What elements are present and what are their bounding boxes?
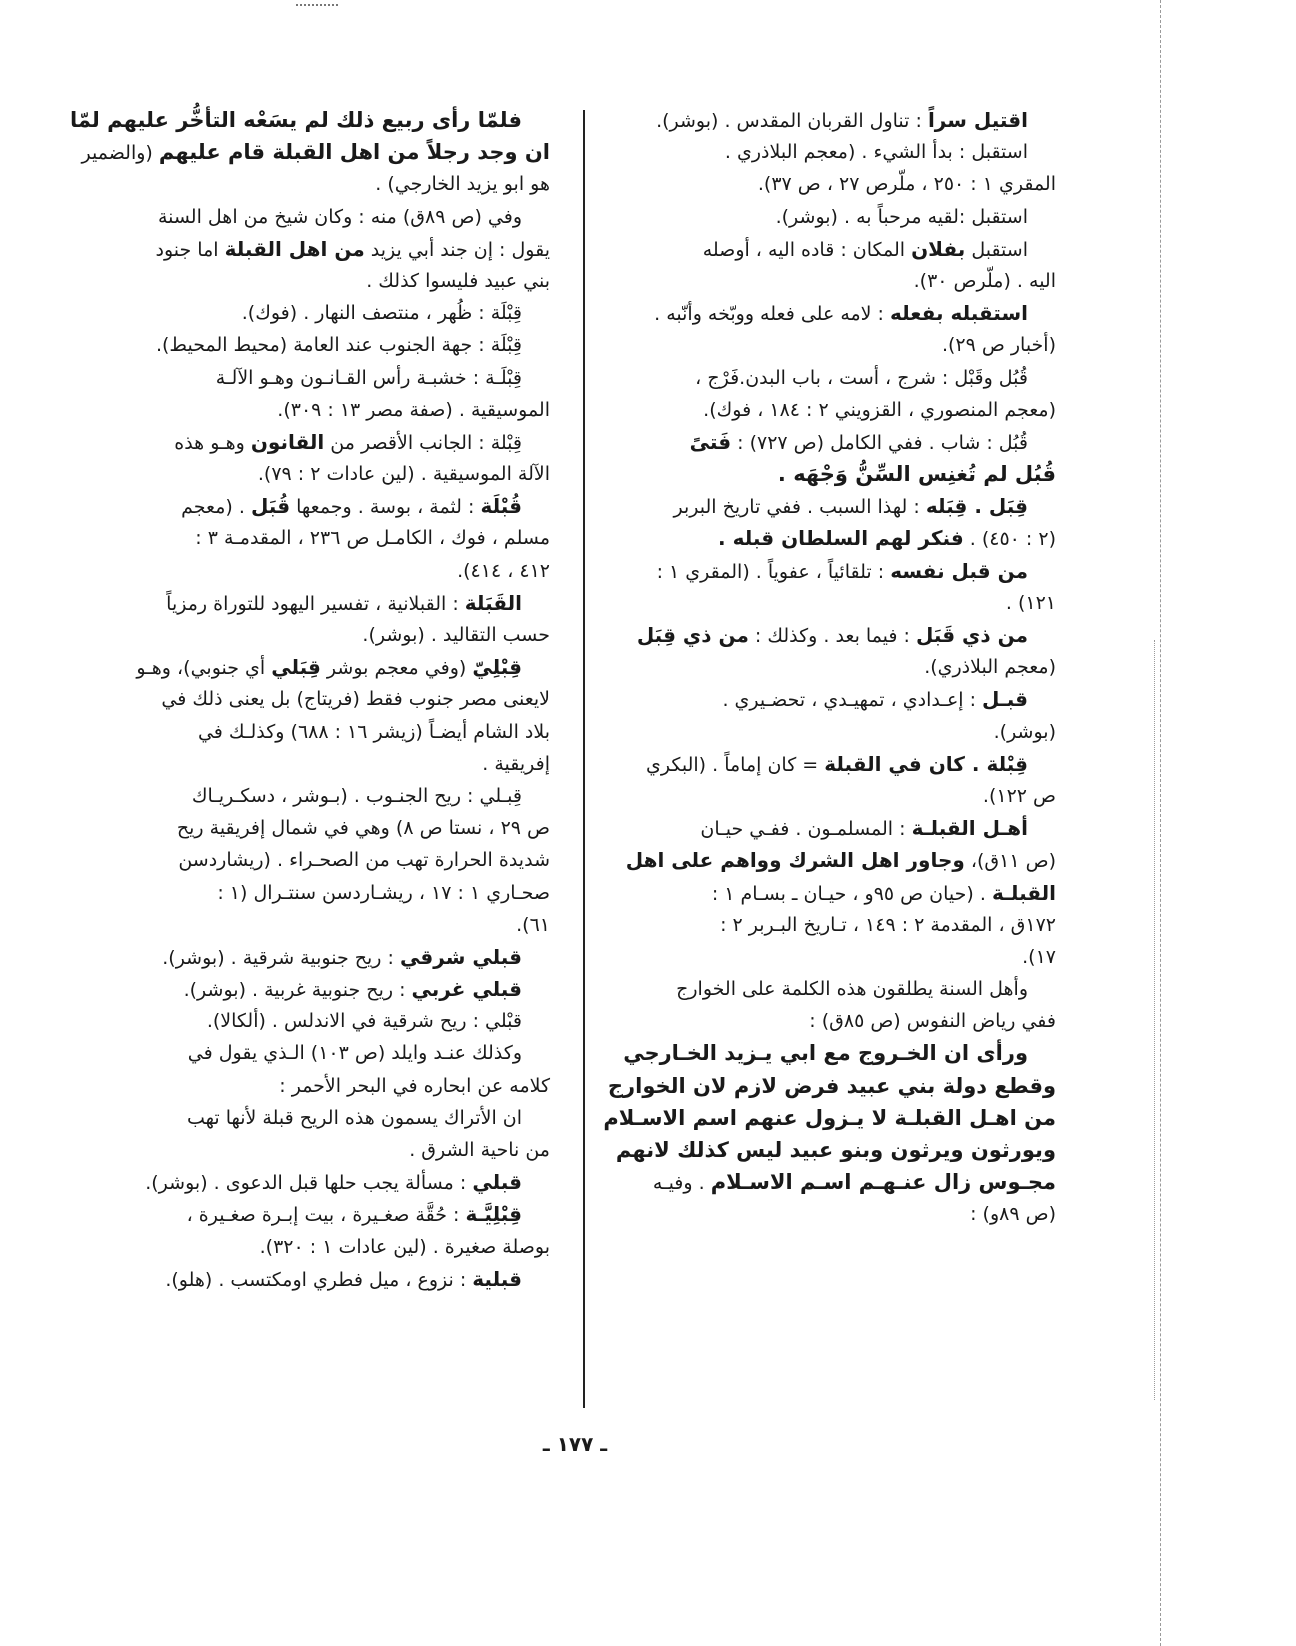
headword: من ذي قِبَل xyxy=(636,623,749,647)
text-run: : تناول القربان المقدس . (بوشر). xyxy=(656,110,928,132)
text-run: : ريح جنوبية شرقية . (بوشر). xyxy=(162,946,400,969)
text-run: وكذلك عنـد وايلد (ص ١٠٣) الـذي يقول في xyxy=(187,1042,522,1065)
text-line xyxy=(632,748,1056,780)
text-run: (٢ : ٤٥٠) . xyxy=(963,528,1056,551)
text-run: ١٧٢ق ، المقدمة ٢ : ١٤٩ ، تـاريخ البـربر ٢ : xyxy=(720,913,1056,936)
text-line xyxy=(632,651,1056,683)
text-run: ١٧). xyxy=(1022,945,1056,968)
text-line xyxy=(130,909,550,941)
text-line xyxy=(603,1102,1056,1134)
text-line xyxy=(632,329,1056,361)
text-line xyxy=(632,265,1056,297)
text-line xyxy=(632,941,1056,973)
text-run: . (حيان ص ٩٥و ، حيـان ـ بسـام ١ : xyxy=(711,882,992,905)
text-run: (وفي معجم بوشر xyxy=(320,657,473,680)
text-run: : لهذا السبب . ففي تاريخ البربر xyxy=(673,496,926,519)
text-run: قِبْلَة : ظُهر ، منتصف النهار . (فوك). xyxy=(241,302,522,325)
text-line xyxy=(632,362,1056,394)
text-line xyxy=(130,1005,550,1037)
text-run: (معجم البلاذري). xyxy=(924,656,1056,679)
headword: فلمّا رأى ربيع ذلك لم يسَعْه التأخُّر عليهم لمّا xyxy=(69,108,522,132)
headword: قِبْلِيَّـة xyxy=(465,1202,522,1227)
text-line xyxy=(632,780,1056,812)
text-line xyxy=(632,973,1056,1005)
headword: أهـل القبلـة xyxy=(911,816,1028,841)
text-line xyxy=(130,297,550,329)
text-run: قُبُل وقَبْل : شرج ، أست ، باب البدن.فَرْج ، xyxy=(695,366,1028,389)
text-run: الآلة الموسيقية . (لين عادات ٢ : ٧٩). xyxy=(257,463,550,486)
text-run: : القبلانية ، تفسير اليهود للتوراة رمزياً xyxy=(166,592,465,615)
text-run: (أخبار ص ٢٩). xyxy=(941,334,1056,357)
text-run: وأهل السنة يطلقون هذه الكلمة على الخوارج xyxy=(676,978,1028,1001)
text-run: قِبْلَة : جهة الجنوب عند العامة (محيط المحيط). xyxy=(155,334,522,357)
text-run: بلاد الشام أيضـاً (زيشر ١٦ : ٦٨٨) وكذلـك في xyxy=(197,720,550,743)
headword: فنكر لهم السلطان قبله . xyxy=(718,526,964,551)
text-run: : فيما بعد . وكذلك : xyxy=(748,625,916,647)
text-run: : حُقَّة صغـيرة ، بيت إبـرة صغـيرة ، xyxy=(186,1204,466,1227)
text-line xyxy=(130,716,550,748)
text-line xyxy=(130,973,550,1005)
text-line xyxy=(615,1134,1056,1166)
text-line xyxy=(130,651,550,683)
text-line xyxy=(130,458,550,490)
text-line xyxy=(130,426,550,458)
text-line xyxy=(632,812,1056,844)
text-run: : تلقائياً ، عفوياً . (المقري ١ : xyxy=(656,560,891,583)
text-run: : ريح جنوبية غربية . (بوشر). xyxy=(183,979,412,1002)
text-run: الموسيقية . (صفة مصر ١٣ : ٣٠٩). xyxy=(277,398,550,421)
headword: قِبَل . قِبَله xyxy=(925,494,1028,519)
text-run: (ص ١١ق)، xyxy=(964,850,1056,873)
text-line xyxy=(632,490,1056,522)
headword: من قبل نفسه xyxy=(890,558,1028,583)
text-run: حسب التقاليد . (بوشر). xyxy=(362,624,550,646)
headword: قِبْلِيّ xyxy=(472,655,522,680)
text-run: قِبـلي : ريح الجنـوب . (بـوشر ، دسكـريـاك xyxy=(191,784,522,807)
text-run: لايعنى مصر جنوب فقط (فريتاج) بل يعنى ذلك في xyxy=(161,688,550,711)
text-run: : لثمة ، بوسة . وجمعها xyxy=(290,496,481,519)
text-line xyxy=(632,394,1056,426)
right-column xyxy=(603,104,1056,1231)
text-line xyxy=(130,1166,550,1198)
text-line xyxy=(130,619,550,651)
headword: قبلي xyxy=(472,1170,522,1195)
text-run: كلامه عن ابحاره في البحر الأحمر : xyxy=(279,1074,550,1097)
text-run: اما جنود xyxy=(155,238,225,261)
headword: ان وجد رجلاً من اهل القبلة قام عليهم xyxy=(158,140,550,165)
text-line xyxy=(632,426,1056,458)
text-line xyxy=(130,1070,550,1102)
headword: قِبَلي xyxy=(271,655,321,680)
text-run: استقبل xyxy=(965,238,1028,261)
headword: قبلية xyxy=(472,1266,522,1291)
text-run: صحـاري ١ : ١٧ ، ريشـاردسن سنتـرال (١ : xyxy=(217,881,550,904)
text-line xyxy=(632,619,1056,651)
text-run: استقبل : بدأ الشيء . (معجم البلاذري . xyxy=(724,141,1028,164)
text-line xyxy=(81,136,550,168)
headword: القَبَلة xyxy=(464,590,522,615)
text-line xyxy=(632,168,1056,200)
text-line xyxy=(632,877,1056,909)
text-run: (والضمير xyxy=(81,142,159,165)
text-line xyxy=(69,104,550,136)
text-run: : إعـدادي ، تمهيـدي ، تحضـيري . xyxy=(722,689,983,712)
text-run: يقول : إن جند أبي يزيد xyxy=(364,238,550,261)
text-line xyxy=(632,201,1056,233)
text-run: اليه . (ملّرص ٣٠). xyxy=(913,269,1056,292)
column-divider xyxy=(583,110,585,1408)
text-run: ص ١٢٢). xyxy=(982,784,1056,807)
text-line xyxy=(623,1037,1056,1069)
headword: ويورثون ويرثون وبنو عبيد ليس كذلك لانهم xyxy=(615,1138,1056,1162)
headword: وجاور اهل الشرك وواهم على اهل xyxy=(625,848,965,873)
text-line xyxy=(607,1070,1056,1102)
text-line xyxy=(130,1102,550,1134)
text-line xyxy=(632,136,1056,168)
text-line xyxy=(130,1037,550,1069)
text-run: بني عبيد فليسوا كذلك . xyxy=(366,269,550,292)
text-line xyxy=(632,458,1056,490)
text-line xyxy=(130,168,550,200)
headword: قُبْلَة xyxy=(480,494,522,519)
text-line xyxy=(130,844,550,876)
text-run: بوصلة صغيرة . (لين عادات ١ : ٣٢٠). xyxy=(259,1235,550,1258)
text-run: قِبْلَـة : خشبـة رأس القـانـون وهـو الآلـة xyxy=(215,366,522,389)
text-line xyxy=(130,265,550,297)
text-run: : مسألة يجب حلها قبل الدعوى . (بوشر). xyxy=(145,1172,473,1195)
text-line xyxy=(130,1231,550,1263)
text-run: من ناحية الشرق . xyxy=(409,1139,550,1161)
text-line xyxy=(632,1005,1056,1037)
headword: ورأى ان الخـروج مع ابي يـزيد الخـارجي xyxy=(623,1041,1028,1066)
text-run: ٦١). xyxy=(516,913,550,936)
text-line xyxy=(130,201,550,233)
text-run: = كان إماماً . (البكري xyxy=(646,753,825,776)
text-run: (بوشر). xyxy=(993,720,1056,743)
headword: قِبْلة . كان في القبلة xyxy=(824,751,1028,776)
headword: قبلي غربي xyxy=(411,977,522,1002)
text-run: . (معجم xyxy=(181,496,251,519)
text-line xyxy=(130,394,550,426)
text-run: المقري ١ : ٢٥٠ ، ملّرص ٢٧ ، ص ٣٧). xyxy=(757,173,1056,196)
text-line xyxy=(632,1198,1056,1230)
headword: قبلي شرقي xyxy=(399,944,522,969)
text-run: : المسلمـون . ففـي حيـان xyxy=(700,818,912,841)
text-line xyxy=(632,587,1056,619)
text-line xyxy=(632,555,1056,587)
headword: قُبَل xyxy=(250,494,291,519)
headword: استقبله بفعله xyxy=(890,301,1028,326)
text-run: المكان : قاده اليه ، أوصله xyxy=(702,238,912,261)
text-line xyxy=(130,780,550,812)
text-run: ٤١٢ ، ٤١٤). xyxy=(457,559,550,582)
headword: القانون xyxy=(250,429,325,454)
text-run: : لامه على فعله ووبّخه وأنّبه . xyxy=(654,303,890,326)
text-line xyxy=(625,844,1056,876)
text-run: قبْلي : ريح شرقية في الاندلس . (ألكالا). xyxy=(206,1010,522,1033)
header-mark xyxy=(296,4,338,10)
text-line xyxy=(130,1198,550,1230)
text-line xyxy=(632,522,1056,554)
text-run: قِبْلة : الجانب الأقصر من xyxy=(324,431,522,454)
text-line xyxy=(632,297,1056,329)
text-run: ١٢١) . xyxy=(1005,591,1056,614)
text-run: إفريقية . xyxy=(482,752,550,775)
text-line xyxy=(130,1134,550,1166)
text-line xyxy=(632,716,1056,748)
text-run: (معجم المنصوري ، القزويني ٢ : ١٨٤ ، فوك). xyxy=(703,398,1056,421)
text-run: وفي (ص ٨٩ق) منه : وكان شيخ من اهل السنة xyxy=(157,205,522,228)
text-run: : نزوع ، ميل فطري اومكتسب . (هلو). xyxy=(165,1268,473,1291)
text-line xyxy=(130,812,550,844)
text-line xyxy=(130,362,550,394)
text-line xyxy=(130,748,550,780)
headword: وقطع دولة بني عبيد فرض لازم لان الخوارج xyxy=(607,1073,1056,1098)
left-column xyxy=(69,104,550,1295)
text-line xyxy=(632,909,1056,941)
text-line xyxy=(130,1263,550,1295)
text-line xyxy=(130,555,550,587)
headword: مجـوس زال عنـهـم اسـم الاسـلام xyxy=(710,1170,1056,1195)
text-line xyxy=(130,329,550,361)
text-run: استقبل :لقيه مرحباً به . (بوشر). xyxy=(775,205,1028,228)
text-run: ففي رياض النفوس (ص ٨٥ق) : xyxy=(809,1010,1056,1033)
headword: اقتيل سراً xyxy=(927,108,1028,132)
text-run: مسلم ، فوك ، الكامـل ص ٢٣٦ ، المقدمـة ٣ : xyxy=(195,527,550,550)
headword: من اهل القبلة xyxy=(224,236,365,261)
text-line xyxy=(632,1166,1056,1198)
text-run: . وفيـه xyxy=(652,1172,711,1195)
headword: من ذي قَبَل xyxy=(915,623,1028,647)
text-line xyxy=(130,683,550,715)
headword: قُبُل لم تُغنِس السِّنُّ وَجْهَه . xyxy=(777,462,1056,487)
text-run: شديدة الحرارة تهب من الصحـراء . (ريشاردسن xyxy=(178,849,550,872)
headword: من اهـل القبلـة لا يـزول عنهم اسم الاسـلام xyxy=(603,1105,1056,1130)
text-line xyxy=(632,104,1056,136)
text-line xyxy=(130,877,550,909)
text-run: (ص ٨٩و) : xyxy=(970,1203,1056,1226)
text-run: هو ابو يزيد الخارجي) . xyxy=(375,173,550,196)
text-line xyxy=(130,490,550,522)
page-number: ـ ١٧٧ ـ xyxy=(542,1432,608,1456)
text-run: وهـو هذه xyxy=(174,431,251,454)
text-run: ان الأتراك يسمون هذه الريح قبلة لأنها تهب xyxy=(186,1106,522,1129)
text-line xyxy=(130,587,550,619)
text-line xyxy=(130,233,550,265)
text-line xyxy=(130,522,550,554)
text-line xyxy=(130,941,550,973)
text-run: ص ٢٩ ، نستا ص ٨) وهي في شمال إفريقية ريح xyxy=(176,817,550,840)
headword: قبـل xyxy=(982,687,1028,712)
headword: القبلـة xyxy=(991,880,1056,905)
text-line xyxy=(632,233,1056,265)
text-run: قُبُل : شاب . ففي الكامل (ص ٧٢٧) : xyxy=(731,431,1028,454)
text-run: أي جنوبي)، وهـو xyxy=(136,657,272,680)
page-edge-line xyxy=(1160,0,1161,1646)
headword: فَتىً xyxy=(689,429,732,454)
headword: بفلان xyxy=(911,236,966,261)
page-edge-line-inner xyxy=(1154,640,1155,1400)
text-line xyxy=(632,683,1056,715)
